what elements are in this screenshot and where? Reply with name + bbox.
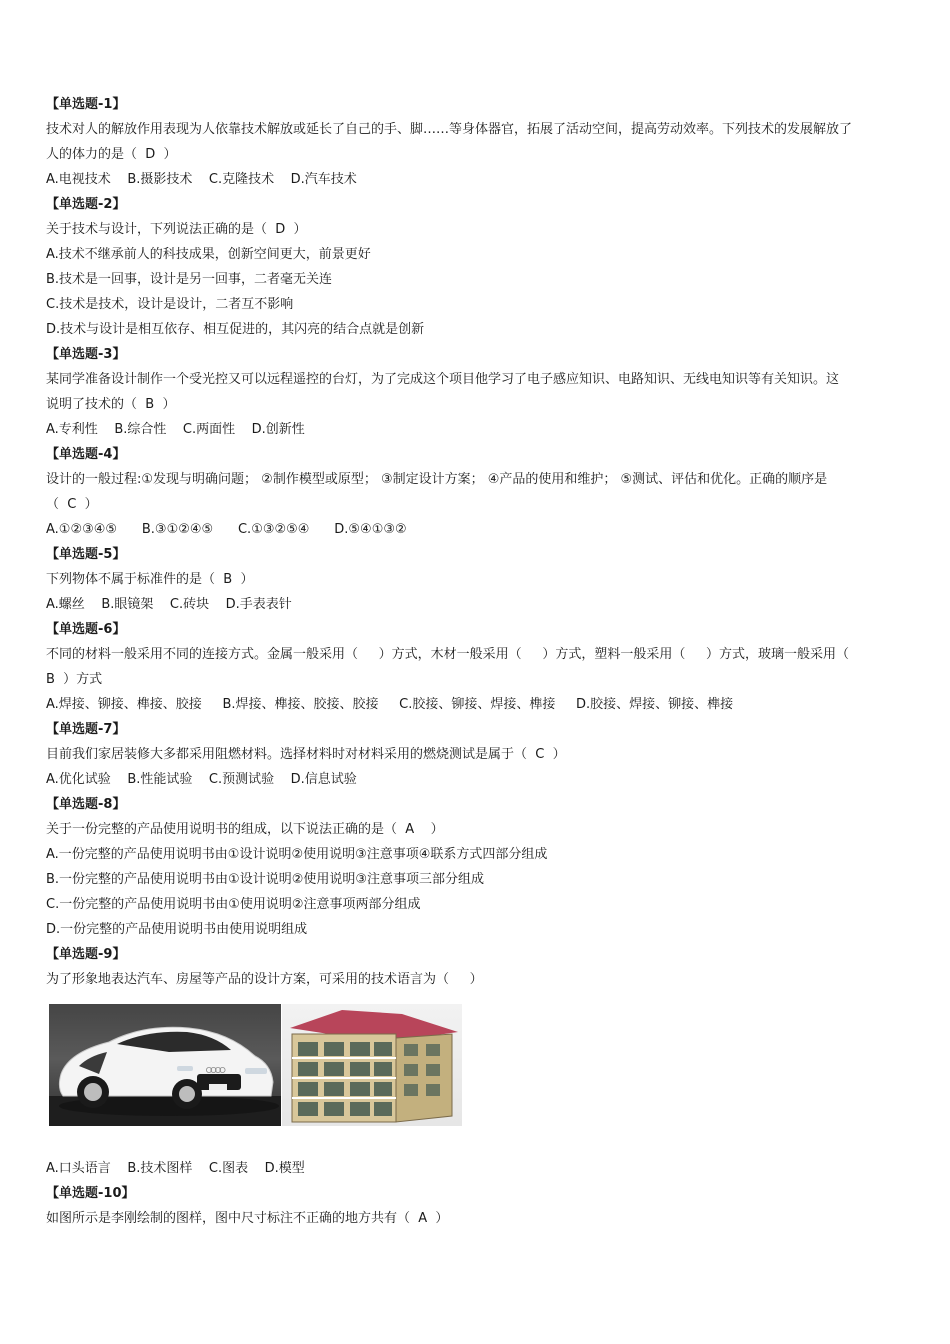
question-header: 【单选题-10】 <box>46 1186 135 1201</box>
question-option: B.技术是一回事，设计是另一回事，二者毫无关连 <box>46 272 333 287</box>
question-option: C.一份完整的产品使用说明书由①使用说明②注意事项两部分组成 <box>46 897 421 912</box>
question-stem: 下列物体不属于标准件的是（ B ） <box>46 572 254 587</box>
question-stem: 关于一份完整的产品使用说明书的组成，以下说法正确的是（ A ） <box>46 822 444 837</box>
question-header: 【单选题-9】 <box>46 947 126 962</box>
car-headlight <box>245 1068 267 1074</box>
car-headlight <box>177 1066 193 1071</box>
question-header: 【单选题-1】 <box>46 97 126 112</box>
question-stem: 不同的材料一般采用不同的连接方式。金属一般采用（ ）方式，木材一般采用（ ）方式，塑料一般采用（ ）方式，玻璃一般采用（ <box>46 647 849 662</box>
question-header: 【单选题-3】 <box>46 347 126 362</box>
question-options: A.电视技术 B.摄影技术 C.克隆技术 D.汽车技术 <box>46 172 357 187</box>
question-options: A.螺丝 B.眼镜架 C.砖块 D.手表表针 <box>46 597 292 612</box>
question-stem: 设计的一般过程:①发现与明确问题； ②制作模型或原型； ③制定设计方案； ④产品的使用和维护； ⑤测试、评估和优化。正确的顺序是 <box>46 472 828 487</box>
question-header: 【单选题-8】 <box>46 797 126 812</box>
question-stem: 说明了技术的（ B ） <box>46 397 176 412</box>
car-rim <box>179 1086 195 1102</box>
question-options: A.口头语言 B.技术图样 C.图表 D.模型 <box>46 1161 305 1176</box>
question-stem: 技术对人的解放作用表现为人依靠技术解放或延长了自己的手、脚……等身体器官，拓展了活动空间，提高劳动效率。下列技术的发展解放了 <box>46 122 853 137</box>
question-option: B.一份完整的产品使用说明书由①设计说明②使用说明③注意事项三部分组成 <box>46 872 485 887</box>
question-stem: 关于技术与设计，下列说法正确的是（ D ） <box>46 222 307 237</box>
question-option: C.技术是技术，设计是设计，二者互不影响 <box>46 297 294 312</box>
question-header: 【单选题-5】 <box>46 547 126 562</box>
building-model-image <box>282 1004 462 1126</box>
question-header: 【单选题-7】 <box>46 722 126 737</box>
car-image <box>49 1004 281 1126</box>
question-option: A.技术不继承前人的科技成果，创新空间更大，前景更好 <box>46 247 371 262</box>
question-stem: 如图所示是李刚绘制的图样，图中尺寸标注不正确的地方共有（ A ） <box>46 1211 449 1226</box>
building-photo <box>282 1004 462 1126</box>
car-license-plate <box>209 1084 227 1090</box>
question-stem: 某同学准备设计制作一个受光控又可以远程遥控的台灯，为了完成这个项目他学习了电子感应知识、电路知识、无线电知识等有关知识。这 <box>46 372 840 387</box>
question-options: A.专利性 B.综合性 C.两面性 D.创新性 <box>46 422 305 437</box>
question-options: A.优化试验 B.性能试验 C.预测试验 D.信息试验 <box>46 772 357 787</box>
question-figure <box>46 998 908 1148</box>
car-photo <box>49 1004 281 1126</box>
question-stem: 为了形象地表达汽车、房屋等产品的设计方案，可采用的技术语言为（ ） <box>46 972 483 987</box>
question-option: D.一份完整的产品使用说明书由使用说明组成 <box>46 922 308 937</box>
question-header: 【单选题-4】 <box>46 447 126 462</box>
car-rim <box>84 1083 102 1101</box>
question-option: A.一份完整的产品使用说明书由①设计说明②使用说明③注意事项④联系方式四部分组成 <box>46 847 548 862</box>
question-stem: （ C ） <box>46 497 98 512</box>
question-stem: 目前我们家居装修大多都采用阻燃材料。选择材料时对材料采用的燃烧测试是属于（ C ） <box>46 747 566 762</box>
question-option: D.技术与设计是相互依存、相互促进的，其闪亮的结合点就是创新 <box>46 322 425 337</box>
exam-page <box>46 92 908 1231</box>
question-stem: B ）方式 <box>46 672 103 687</box>
question-stem: 人的体力的是（ D ） <box>46 147 177 162</box>
question-header: 【单选题-6】 <box>46 622 126 637</box>
question-options: A.①②③④⑤ B.③①②④⑤ C.①③②⑤④ D.⑤④①③② <box>46 522 407 537</box>
question-options: A.焊接、铆接、榫接、胶接 B.焊接、榫接、胶接、胶接 C.胶接、铆接、焊接、榫接 D.胶接、焊接、铆接、榫接 <box>46 697 734 712</box>
question-header: 【单选题-2】 <box>46 197 126 212</box>
